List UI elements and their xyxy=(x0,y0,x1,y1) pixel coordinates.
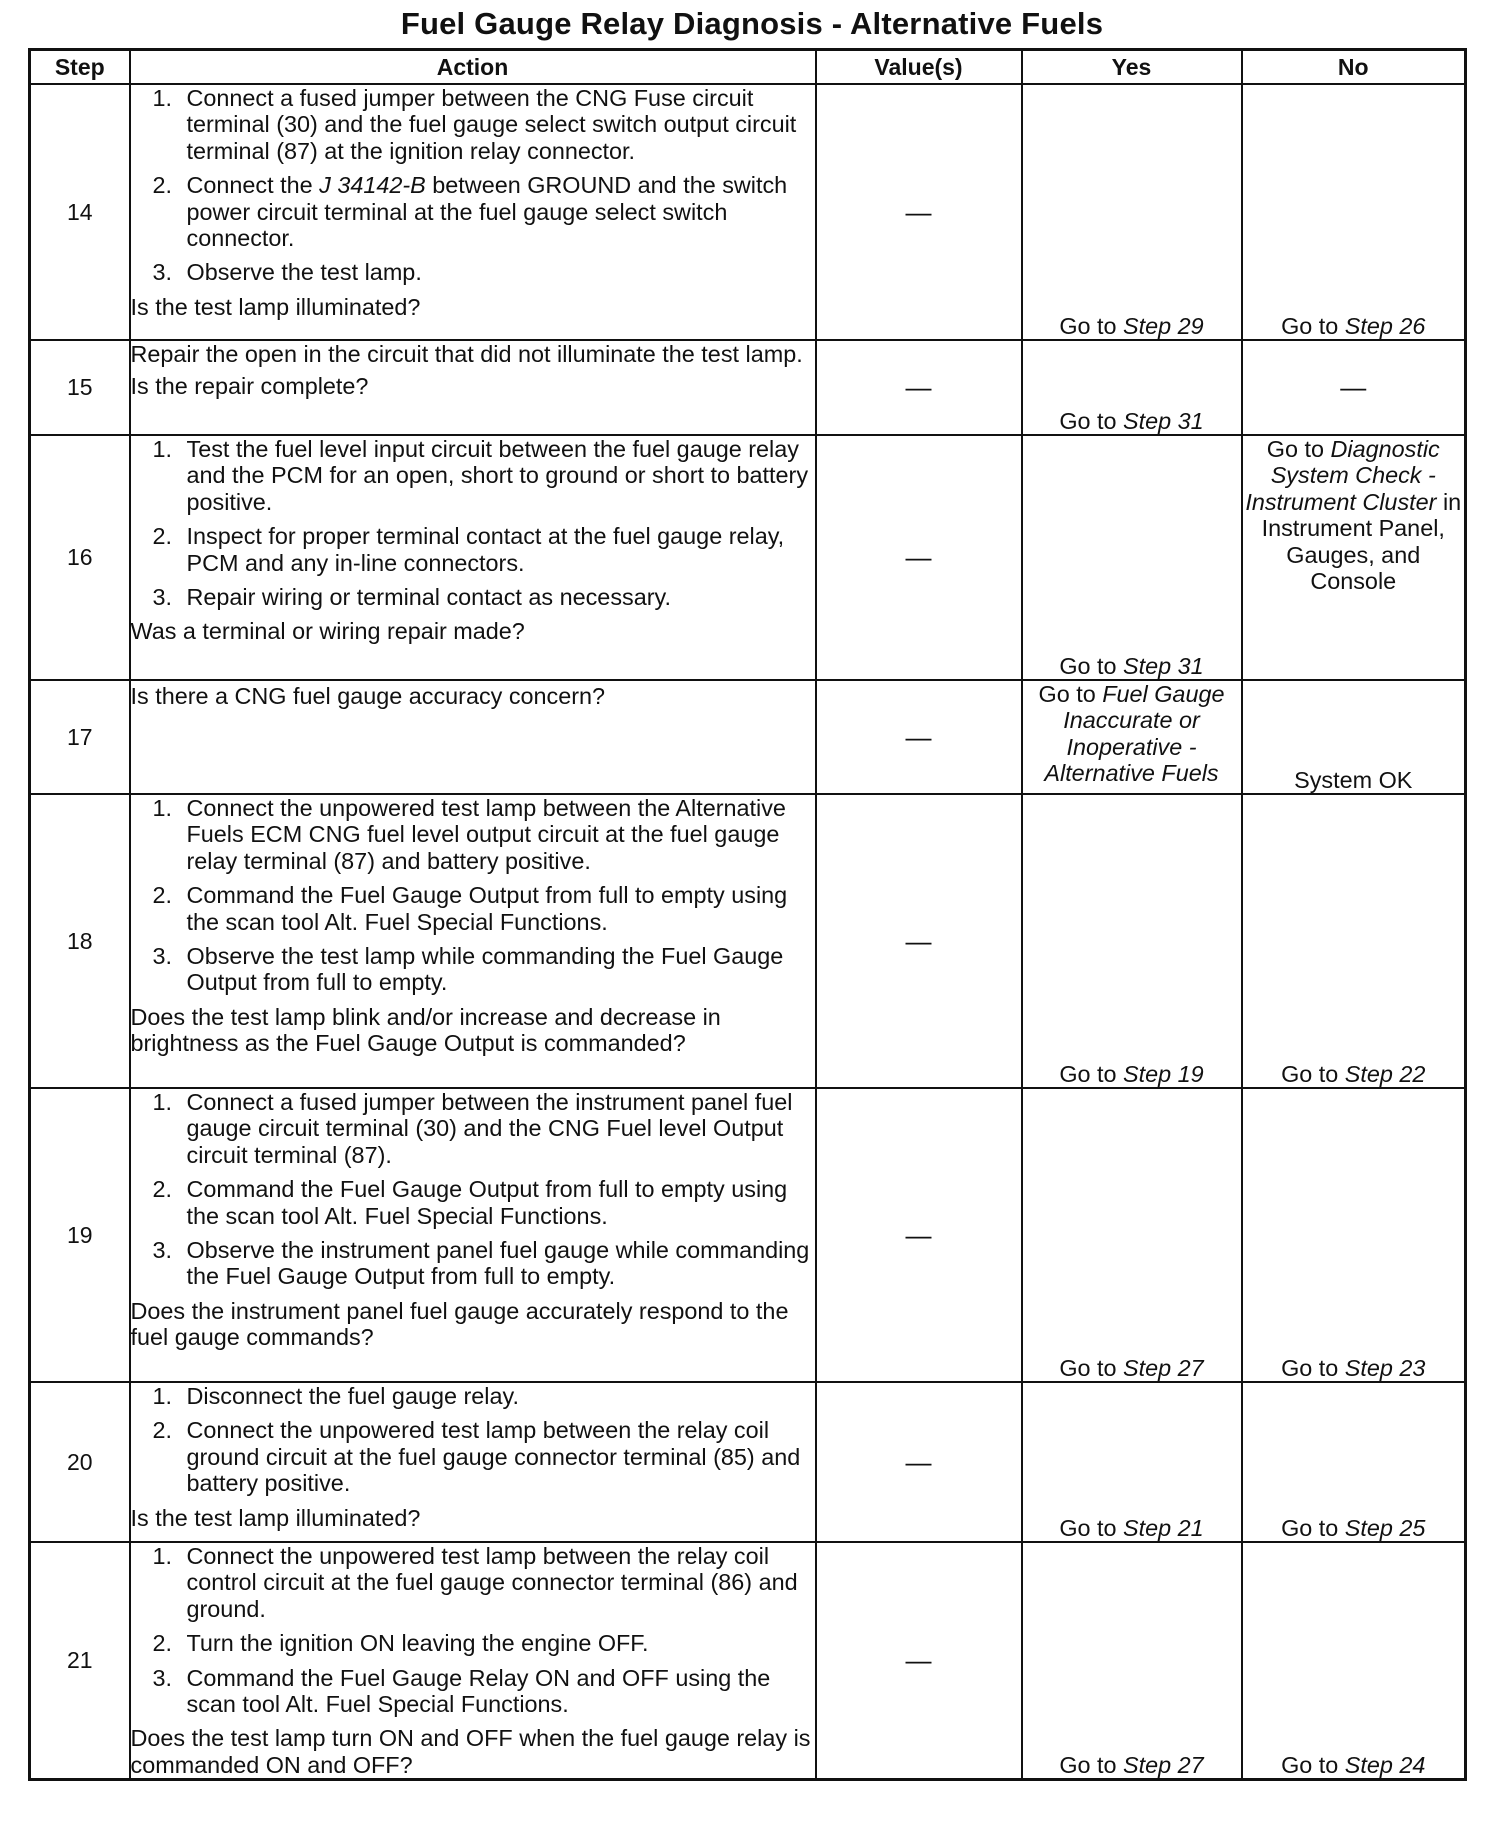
no-cell: Go to Step 22 xyxy=(1242,794,1466,1088)
yes-cell: Go to Step 29 xyxy=(1022,84,1242,340)
question: Is the test lamp illuminated? xyxy=(130,293,421,320)
action-item: 2. Command the Fuel Gauge Output from full to empty using the scan tool Alt. Fuel Special Functions. xyxy=(152,1176,788,1229)
action-cell xyxy=(130,84,816,340)
table-row xyxy=(30,680,1466,794)
step-reference: Step 22 xyxy=(1344,1060,1426,1087)
page-title: Fuel Gauge Relay Diagnosis - Alternative Fuels xyxy=(400,6,1104,41)
action-cell xyxy=(130,340,816,435)
question: Is the test lamp illuminated? xyxy=(130,1504,421,1531)
step-reference: Step 27 xyxy=(1123,1751,1204,1778)
step-reference: Step 31 xyxy=(1123,407,1204,434)
action-item: 2. Command the Fuel Gauge Output from full to empty using the scan tool Alt. Fuel Special Functions. xyxy=(152,882,788,935)
header-yes: Yes xyxy=(1022,50,1242,85)
question: Does the instrument panel fuel gauge accurately respond to the fuel gauge commands? xyxy=(130,1297,789,1351)
action-cell xyxy=(130,1088,816,1382)
step-number: 21 xyxy=(30,1542,130,1780)
action-item: 3. Command the Fuel Gauge Relay ON and OFF using the scan tool Alt. Fuel Special Functions. xyxy=(152,1664,771,1718)
step-number: 19 xyxy=(30,1088,130,1382)
value-cell: — xyxy=(816,680,1022,794)
question: Does the test lamp turn ON and OFF when the fuel gauge relay is commanded ON and OFF? xyxy=(130,1725,811,1778)
diagnosis-table xyxy=(28,48,1467,1781)
action-cell xyxy=(130,435,816,680)
step-reference: Step 21 xyxy=(1123,1514,1204,1541)
table-row xyxy=(30,435,1466,680)
header-action: Action xyxy=(130,50,816,85)
table-row xyxy=(30,1542,1466,1780)
procedure-reference: Diagnostic System Check - Instrument Cluster xyxy=(1245,436,1440,515)
yes-cell: Go to Step 31 xyxy=(1022,435,1242,680)
action-cell xyxy=(130,680,816,794)
step-reference: Step 19 xyxy=(1123,1060,1204,1087)
step-number: 14 xyxy=(30,84,130,340)
action-item: 2. Turn the ignition ON leaving the engine OFF. xyxy=(152,1630,649,1657)
yes-cell: Go to Step 21 xyxy=(1022,1382,1242,1542)
action-text: Repair the open in the circuit that did not illuminate the test lamp. xyxy=(130,341,803,367)
table-row xyxy=(30,84,1466,340)
step-number: 17 xyxy=(30,680,130,794)
value-cell: — xyxy=(816,1542,1022,1780)
value-cell: — xyxy=(816,84,1022,340)
no-cell: — xyxy=(1242,340,1466,435)
value-cell: — xyxy=(816,794,1022,1088)
action-item: 1. Disconnect the fuel gauge relay. xyxy=(152,1383,519,1409)
table-header-row xyxy=(30,50,1466,85)
action-item: 1. Test the fuel level input circuit between the fuel gauge relay and the PCM for an open, short to ground or short to battery positive. xyxy=(152,436,809,515)
step-number: 20 xyxy=(30,1382,130,1542)
header-step: Step xyxy=(30,50,130,85)
action-cell xyxy=(130,1382,816,1542)
step-reference: Step 29 xyxy=(1123,312,1204,339)
table-row xyxy=(30,1382,1466,1542)
action-item: 2. Connect the unpowered test lamp between the relay coil ground circuit at the fuel gauge connector terminal (85) and battery positive. xyxy=(152,1417,801,1497)
yes-cell: Go to Step 19 xyxy=(1022,794,1242,1088)
step-reference: Step 24 xyxy=(1344,1751,1426,1778)
yes-cell: Go to Step 27 xyxy=(1022,1542,1242,1780)
no-cell: Go to Step 26 xyxy=(1242,84,1466,340)
value-cell: — xyxy=(816,1382,1022,1542)
procedure-reference: Fuel Gauge Inaccurate or Inoperative - Alternative Fuels xyxy=(1044,681,1225,787)
action-item: 1. Connect a fused jumper between the CNG Fuse circuit terminal (30) and the fuel gauge select switch output circuit terminal (87) at the ignition relay connector. xyxy=(152,85,797,164)
action-item: 3. Observe the test lamp. xyxy=(152,259,422,286)
table-row xyxy=(30,340,1466,435)
step-number: 15 xyxy=(30,340,130,435)
question: Was a terminal or wiring repair made? xyxy=(130,618,525,645)
action-item: 1. Connect a fused jumper between the instrument panel fuel gauge circuit terminal (30) and the CNG Fuel level Output circuit terminal (87). xyxy=(152,1089,793,1168)
table-row xyxy=(30,1088,1466,1382)
action-item: 3. Repair wiring or terminal contact as necessary. xyxy=(152,584,671,611)
no-cell: System OK xyxy=(1242,680,1466,794)
header-values: Value(s) xyxy=(816,50,1022,85)
action-cell xyxy=(130,1542,816,1780)
tool-reference: J 34142-B xyxy=(319,172,426,199)
action-cell xyxy=(130,794,816,1088)
no-cell: Go to Diagnostic System Check - Instrument Cluster in Instrument Panel, Gauges, and Console xyxy=(1242,435,1466,680)
step-reference: Step 31 xyxy=(1123,652,1204,679)
action-item: 3. Observe the instrument panel fuel gauge while commanding the Fuel Gauge Output from full to empty. xyxy=(152,1237,810,1290)
action-item: 1. Connect the unpowered test lamp between the Alternative Fuels ECM CNG fuel level output circuit at the fuel gauge relay terminal (87) and battery positive. xyxy=(152,795,786,874)
action-item: 2. Connect the J 34142-B between GROUND and the switch power circuit terminal at the fuel gauge select switch connector. xyxy=(152,172,788,252)
no-cell: Go to Step 23 xyxy=(1242,1088,1466,1382)
yes-cell: Go to Fuel Gauge Inaccurate or Inoperative - Alternative Fuels xyxy=(1022,680,1242,794)
action-item: 3. Observe the test lamp while commanding the Fuel Gauge Output from full to empty. xyxy=(152,943,784,996)
header-no: No xyxy=(1242,50,1466,85)
value-cell: — xyxy=(816,435,1022,680)
step-reference: Step 27 xyxy=(1123,1354,1204,1381)
step-reference: Step 25 xyxy=(1344,1514,1426,1541)
question: Is the repair complete? xyxy=(130,373,369,400)
action-item: 1. Connect the unpowered test lamp between the relay coil control circuit at the fuel gauge connector terminal (86) and ground. xyxy=(152,1543,798,1622)
table-row xyxy=(30,794,1466,1088)
yes-cell: Go to Step 31 xyxy=(1022,340,1242,435)
action-item: 2. Inspect for proper terminal contact at the fuel gauge relay, PCM and any in-line connectors. xyxy=(152,523,785,576)
question: Is there a CNG fuel gauge accuracy concern? xyxy=(130,683,606,709)
step-number: 18 xyxy=(30,794,130,1088)
value-cell: — xyxy=(816,1088,1022,1382)
value-cell: — xyxy=(816,340,1022,435)
step-reference: Step 26 xyxy=(1344,312,1426,339)
no-cell: Go to Step 25 xyxy=(1242,1382,1466,1542)
step-number: 16 xyxy=(30,435,130,680)
question: Does the test lamp blink and/or increase and decrease in brightness as the Fuel Gauge Output is commanded? xyxy=(130,1003,721,1057)
step-reference: Step 23 xyxy=(1344,1354,1426,1381)
no-cell: Go to Step 24 xyxy=(1242,1542,1466,1780)
yes-cell: Go to Step 27 xyxy=(1022,1088,1242,1382)
